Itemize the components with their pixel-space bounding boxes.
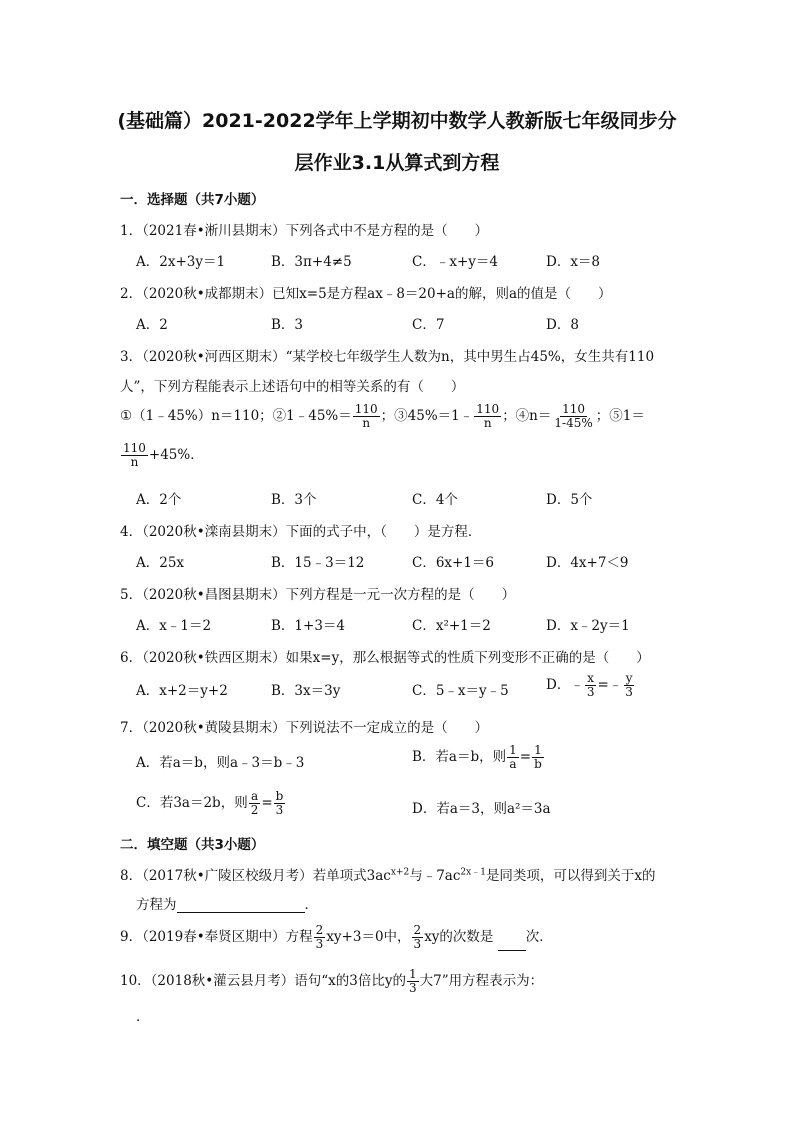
question-6-option-b: B．3x＝3y	[271, 683, 341, 699]
question-2-option-a: A．2	[136, 317, 168, 333]
question-1-option-c: C．﹣x+y＝4	[412, 254, 498, 270]
question-7-stem: 7．（2020秋•黄陵县期末）下列说法不一定成立的是（ ）	[120, 720, 489, 736]
fraction: $\frac{2}{3}$	[413, 923, 422, 951]
eq-text: +45%．	[148, 447, 204, 463]
eq-text: ；③45%＝1﹣	[380, 408, 474, 424]
question-4-stem: 4．（2020秋•滦南县期末）下面的式子中，（ ）是方程．	[120, 524, 482, 540]
question-2-option-c: C．7	[412, 317, 445, 333]
question-8-stem: 8．（2017秋•广陵区校级月考）若单项式$3ac^{x+2}$与$﹣7ac^{2x﹣1}$是同类项，可以得到关于x的	[120, 867, 656, 884]
fraction: $\frac{110}{1-45\%}$	[554, 402, 593, 430]
page-title-line1: (基础篇）2021-2022学年上学期初中数学人教新版七年级同步分	[117, 110, 677, 132]
question-7-option-b: B．若a＝b，则 $\frac{1}{a}$ = $\frac{1}{b}$	[412, 743, 542, 771]
fraction: $\frac{b}{3}$	[275, 789, 284, 817]
question-3-equations	[120, 403, 645, 430]
question-6-option-a: A．x+2＝y+2	[136, 683, 228, 699]
answer-blank[interactable]	[498, 936, 526, 951]
question-10-stem: 10．（2018秋•灌云县月考）语句“x的3倍比y的 $\frac{1}{3}$ 大7”用方程表示为：	[120, 967, 544, 995]
fraction: $\frac{1}{3}$	[408, 967, 417, 995]
fraction: $\frac{1}{a}$	[509, 743, 517, 771]
question-2-option-b: B．3	[271, 317, 304, 333]
section-choice-heading: 一．选择题（共7小题）	[120, 192, 265, 208]
question-7-option-d: D．若a＝3，则a²＝3a	[412, 801, 551, 817]
fraction: $\frac{a}{2}$	[250, 789, 259, 817]
question-3-option-b: B．3个	[271, 492, 317, 508]
question-7-option-c: C．若3a＝2b，则 $\frac{a}{2}$ = $\frac{b}{3}$	[136, 789, 284, 817]
question-1-stem: 1．（2021春•淅川县期末）下列各式中不是方程的是（ ）	[120, 223, 489, 239]
question-1-option-b: B．3π+4≠5	[271, 254, 352, 270]
question-4-option-d: D．4x+7＜9	[546, 555, 629, 571]
answer-blank[interactable]	[177, 898, 305, 913]
question-6-stem: 6．（2020秋•铁西区期末）如果x=y，那么根据等式的性质下列变形不正确的是（ ）	[120, 650, 650, 666]
fraction: $\frac{110}{n}$	[476, 402, 500, 430]
question-3-option-d: D．5个	[546, 492, 593, 508]
question-3-stem-line1: 3．（2020秋•河西区期末）“某学校七年级学生人数为n，其中男生占45%，女生共有110	[120, 349, 655, 365]
question-2-option-d: D．8	[546, 317, 579, 333]
question-4-option-b: B．15﹣3＝12	[271, 555, 365, 571]
page-title-line2: 层作业3.1从算式到方程	[294, 152, 500, 174]
eq-text: ；⑤1＝	[595, 408, 645, 424]
question-5-option-a: A．x﹣1＝2	[136, 618, 212, 634]
question-1-option-d: D．x＝8	[546, 254, 601, 270]
question-3-stem-line2: 人”，下列方程能表示上述语句中的相等关系的有（ ）	[120, 379, 465, 395]
eq-text: ①（1﹣45%）n＝110；②1﹣45%＝	[120, 408, 352, 424]
question-4-option-a: A．25x	[136, 555, 185, 571]
question-5-option-d: D．x﹣2y＝1	[546, 618, 630, 634]
question-3-equation-5	[120, 442, 204, 469]
question-6-option-d: D．﹣ $\frac{x}{3}$ =﹣ $\frac{y}{3}$	[546, 671, 633, 699]
question-6-option-c: C．5﹣x＝y﹣5	[412, 683, 509, 699]
question-2-stem: 2．（2020秋•成都期末）已知x=5是方程ax﹣8＝20+a的解，则a的值是（ ）	[120, 286, 612, 302]
question-8-answer-line: 方程为 ．	[136, 897, 318, 913]
question-7-option-a: A．若a＝b，则a﹣3＝b﹣3	[136, 755, 305, 771]
question-10-answer-line: ．	[136, 1009, 150, 1025]
fraction: $\frac{110}{n}$	[354, 402, 378, 430]
question-9-stem: 9．（2019春•奉贤区期中）方程 $\frac{2}{3}$ xy+3＝0中， $\frac{2}{3}$ xy的次数是 次．	[120, 923, 553, 951]
fraction: $\frac{y}{3}$	[625, 671, 633, 699]
question-3-option-c: C．4个	[412, 492, 458, 508]
question-1-option-a: A．2x+3y＝1	[136, 254, 226, 270]
question-5-option-b: B．1+3＝4	[271, 618, 345, 634]
fraction: $\frac{110}{n}$	[123, 441, 146, 469]
question-5-stem: 5．（2020秋•昌图县期末）下列方程是一元一次方程的是（ ）	[120, 587, 516, 603]
eq-text: ；④n＝	[502, 408, 552, 424]
fraction: $\frac{1}{b}$	[534, 743, 542, 771]
question-4-option-c: C．6x+1＝6	[412, 555, 495, 571]
fraction: $\frac{2}{3}$	[315, 923, 324, 951]
question-5-option-c: C．x²+1＝2	[412, 618, 491, 634]
section-fill-heading: 二．填空题（共3小题）	[120, 837, 265, 853]
question-3-option-a: A．2个	[136, 492, 182, 508]
fraction: $\frac{x}{3}$	[586, 671, 595, 699]
